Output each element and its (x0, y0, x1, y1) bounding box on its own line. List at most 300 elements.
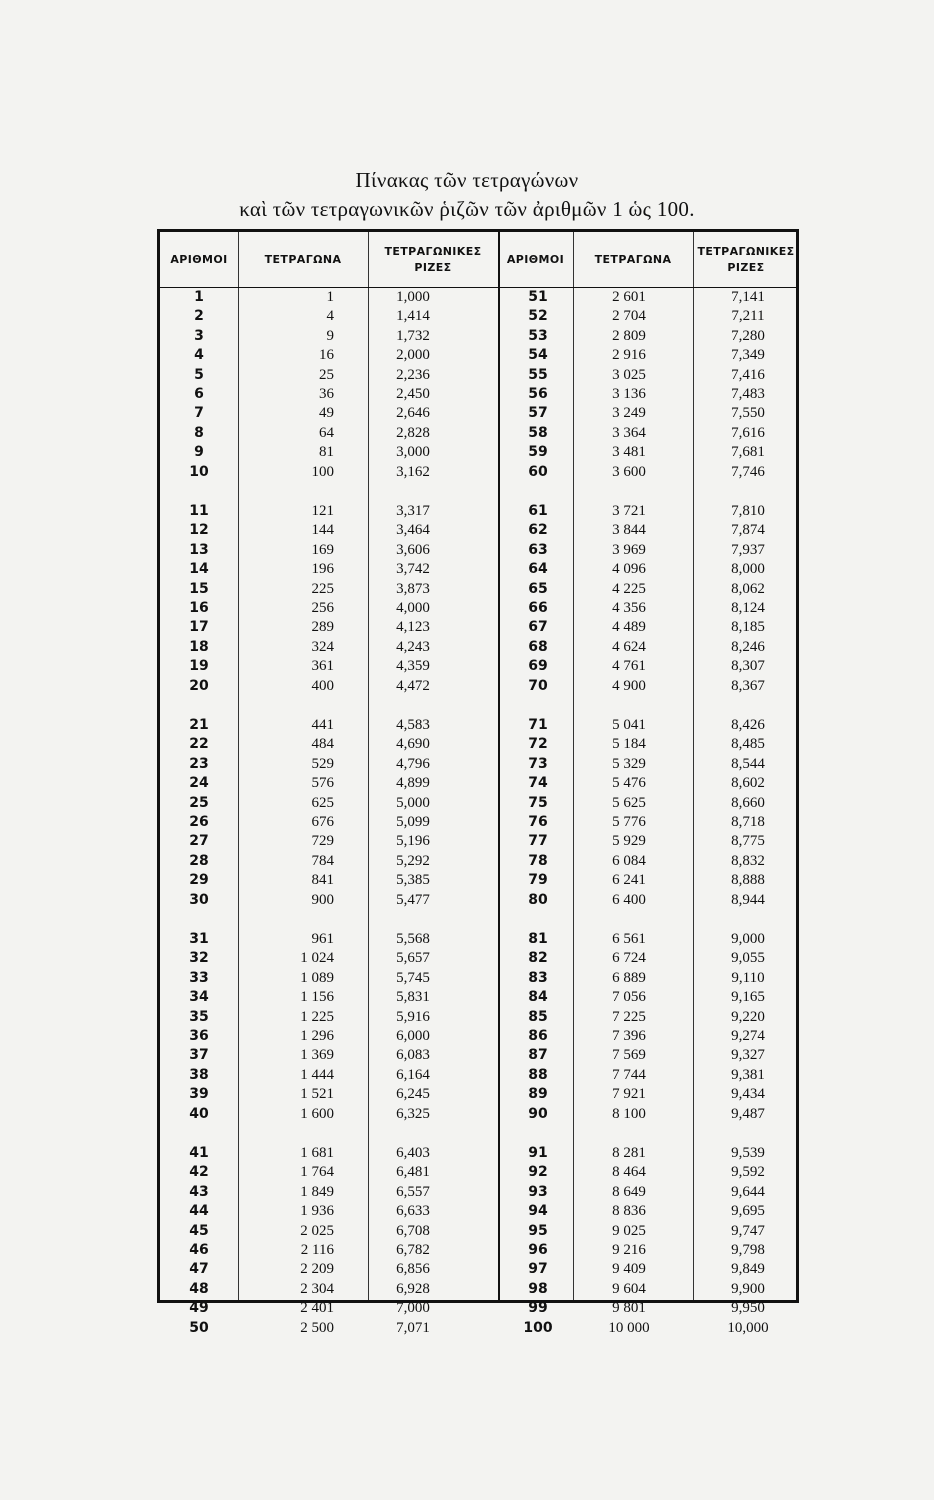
root-cell: 2,450 (396, 385, 430, 402)
table-row (160, 404, 796, 423)
square-cell: 2 209 (300, 1261, 334, 1278)
square-cell: 400 (311, 677, 334, 694)
square-cell: 3 721 (612, 503, 646, 519)
number-cell: 3 (194, 327, 204, 344)
square-cell: 6 400 (612, 891, 646, 908)
square-cell: 625 (311, 794, 334, 811)
square-cell: 10 000 (608, 1319, 650, 1336)
square-cell: 4 624 (612, 638, 646, 655)
square-cell: 1 369 (300, 1047, 334, 1064)
root-cell: 9,381 (731, 1066, 765, 1083)
square-cell: 3 136 (612, 385, 646, 402)
number-cell: 44 (189, 1203, 209, 1220)
root-cell: 4,796 (396, 755, 430, 772)
square-cell: 4 225 (612, 580, 646, 597)
root-cell: 9,055 (731, 950, 765, 967)
square-cell: 6 241 (612, 872, 646, 889)
table-row (160, 618, 796, 637)
number-cell: 94 (528, 1203, 548, 1220)
number-cell: 22 (189, 736, 209, 753)
number-cell: 76 (528, 813, 548, 830)
root-cell: 9,327 (731, 1047, 765, 1064)
number-cell: 97 (528, 1261, 548, 1278)
number-cell: 35 (189, 1008, 209, 1025)
table-row (160, 1008, 796, 1027)
square-cell: 64 (319, 424, 334, 441)
square-cell: 4 096 (612, 561, 646, 578)
table-row (160, 852, 796, 871)
header-squares-2-label: ΤΕΤΡΑΓΩΝΑ (594, 252, 672, 266)
root-cell: 5,292 (396, 852, 430, 869)
root-cell: 7,874 (731, 522, 765, 539)
root-cell: 9,849 (731, 1261, 765, 1278)
square-cell: 4 900 (612, 677, 646, 694)
number-cell: 92 (528, 1164, 548, 1181)
number-cell: 31 (189, 931, 209, 947)
square-cell: 4 761 (612, 658, 646, 675)
number-cell: 83 (528, 969, 548, 986)
root-cell: 7,416 (731, 366, 765, 383)
square-cell: 5 329 (612, 755, 646, 772)
number-cell: 75 (528, 794, 548, 811)
number-cell: 36 (189, 1027, 209, 1044)
table-row (160, 307, 796, 326)
root-cell: 9,220 (731, 1008, 765, 1025)
square-cell: 3 364 (612, 424, 646, 441)
number-cell: 5 (194, 366, 204, 383)
square-cell: 4 489 (612, 619, 646, 636)
square-cell: 9 025 (612, 1222, 646, 1239)
number-cell: 38 (189, 1066, 209, 1083)
root-cell: 6,403 (396, 1145, 430, 1161)
table-row (160, 541, 796, 560)
number-cell: 77 (528, 833, 548, 850)
square-cell: 2 116 (300, 1241, 334, 1258)
root-cell: 4,243 (396, 638, 430, 655)
root-cell: 7,280 (731, 327, 765, 344)
table-row (160, 1183, 796, 1202)
square-cell: 5 776 (612, 813, 646, 830)
root-cell: 6,708 (396, 1222, 430, 1239)
number-cell: 32 (189, 950, 209, 967)
square-cell: 2 704 (612, 308, 646, 325)
square-cell: 6 889 (612, 969, 646, 986)
root-cell: 8,367 (731, 677, 765, 694)
number-cell: 88 (528, 1066, 548, 1083)
number-cell: 90 (528, 1105, 548, 1122)
table-row (160, 1241, 796, 1260)
root-cell: 7,937 (731, 541, 765, 558)
root-cell: 8,832 (731, 852, 765, 869)
table-row (160, 502, 796, 521)
header-roots (368, 232, 498, 287)
root-cell: 4,899 (396, 775, 430, 792)
square-cell: 6 724 (612, 950, 646, 967)
root-cell: 5,385 (396, 872, 430, 889)
root-cell: 9,950 (731, 1300, 765, 1317)
square-cell: 1 024 (300, 950, 334, 967)
square-cell: 8 464 (612, 1164, 646, 1181)
square-cell: 676 (311, 813, 334, 830)
number-cell: 40 (189, 1105, 209, 1122)
page-title: Πίνακας τῶν τετραγώνων (355, 168, 579, 192)
root-cell: 4,583 (396, 717, 430, 733)
root-cell: 6,481 (396, 1164, 430, 1181)
root-cell: 7,071 (396, 1319, 430, 1336)
number-cell: 2 (194, 308, 204, 325)
number-cell: 9 (194, 444, 204, 461)
table-row (160, 755, 796, 774)
root-cell: 7,211 (731, 308, 765, 325)
number-cell: 71 (528, 717, 548, 733)
root-cell: 5,568 (396, 931, 430, 947)
header-squares-label: ΤΕΤΡΑΓΩΝΑ (264, 252, 342, 266)
number-cell: 45 (189, 1222, 209, 1239)
number-cell: 6 (194, 385, 204, 402)
root-cell: 4,359 (396, 658, 430, 675)
table-row (160, 1222, 796, 1241)
root-cell: 9,695 (731, 1203, 765, 1220)
root-cell: 10,000 (727, 1319, 769, 1336)
table-row (160, 1046, 796, 1065)
number-cell: 18 (189, 638, 209, 655)
square-cell: 2 916 (612, 347, 646, 364)
number-cell: 73 (528, 755, 548, 772)
root-cell: 9,900 (731, 1280, 765, 1297)
number-cell: 7 (194, 405, 204, 422)
root-cell: 4,690 (396, 736, 430, 753)
number-cell: 26 (189, 813, 209, 830)
square-cell: 289 (311, 619, 334, 636)
root-cell: 5,000 (396, 794, 430, 811)
number-cell: 79 (528, 872, 548, 889)
number-cell: 15 (189, 580, 209, 597)
number-cell: 59 (528, 444, 548, 461)
square-cell: 7 921 (612, 1086, 646, 1103)
number-cell: 93 (528, 1183, 548, 1200)
square-cell: 81 (319, 444, 334, 461)
number-cell: 56 (528, 385, 548, 402)
page-subtitle: καὶ τῶν τετραγωνικῶν ῥιζῶν τῶν ἀριθμῶν 1 ὡς 100. (239, 197, 695, 221)
square-cell: 4 (326, 308, 334, 325)
root-cell: 6,782 (396, 1241, 430, 1258)
number-cell: 80 (528, 891, 548, 908)
square-cell: 2 500 (300, 1319, 334, 1336)
number-cell: 28 (189, 852, 209, 869)
root-cell: 6,083 (396, 1047, 430, 1064)
root-cell: 3,742 (396, 561, 430, 578)
number-cell: 33 (189, 969, 209, 986)
square-cell: 361 (311, 658, 334, 675)
square-cell: 1 600 (300, 1105, 334, 1122)
root-cell: 3,000 (396, 444, 430, 461)
table-row (160, 832, 796, 851)
square-cell: 1 296 (300, 1027, 334, 1044)
table-row (160, 346, 796, 365)
root-cell: 1,000 (396, 289, 430, 305)
square-cell: 25 (319, 366, 334, 383)
number-cell: 52 (528, 308, 548, 325)
root-cell: 2,828 (396, 424, 430, 441)
square-cell: 121 (311, 503, 334, 519)
root-cell: 5,477 (396, 891, 430, 908)
table-row (160, 560, 796, 579)
root-cell: 9,539 (731, 1145, 765, 1161)
row-group (160, 716, 796, 919)
root-cell: 9,434 (731, 1086, 765, 1103)
table-row (160, 580, 796, 599)
number-cell: 47 (189, 1261, 209, 1278)
number-cell: 86 (528, 1027, 548, 1044)
root-cell: 6,325 (396, 1105, 430, 1122)
root-cell: 3,162 (396, 463, 430, 480)
number-cell: 41 (189, 1145, 209, 1161)
root-cell: 1,414 (396, 308, 430, 325)
square-cell: 9 409 (612, 1261, 646, 1278)
number-cell: 62 (528, 522, 548, 539)
root-cell: 3,606 (396, 541, 430, 558)
number-cell: 63 (528, 541, 548, 558)
number-cell: 8 (194, 424, 204, 441)
number-cell: 68 (528, 638, 548, 655)
square-cell: 2 401 (300, 1300, 334, 1317)
number-cell: 50 (189, 1319, 209, 1336)
header-numbers-2 (498, 232, 573, 287)
root-cell: 6,557 (396, 1183, 430, 1200)
square-cell: 8 281 (612, 1145, 646, 1161)
root-cell: 8,124 (731, 599, 765, 616)
number-cell: 19 (189, 658, 209, 675)
table-row (160, 1144, 796, 1163)
square-cell: 49 (319, 405, 334, 422)
root-cell: 6,633 (396, 1203, 430, 1220)
number-cell: 91 (528, 1145, 548, 1161)
root-cell: 9,644 (731, 1183, 765, 1200)
square-cell: 1 156 (300, 989, 334, 1006)
table-row (160, 794, 796, 813)
square-cell: 5 184 (612, 736, 646, 753)
number-cell: 57 (528, 405, 548, 422)
root-cell: 7,000 (396, 1300, 430, 1317)
square-cell: 9 216 (612, 1241, 646, 1258)
root-cell: 8,246 (731, 638, 765, 655)
square-cell: 900 (311, 891, 334, 908)
square-cell: 3 481 (612, 444, 646, 461)
root-cell: 8,544 (731, 755, 765, 772)
number-cell: 16 (189, 599, 209, 616)
square-cell: 5 625 (612, 794, 646, 811)
header-roots-2 (693, 232, 799, 287)
square-cell: 2 025 (300, 1222, 334, 1239)
root-cell: 7,616 (731, 424, 765, 441)
number-cell: 21 (189, 717, 209, 733)
square-cell: 1 936 (300, 1203, 334, 1220)
table-row (160, 677, 796, 696)
number-cell: 37 (189, 1047, 209, 1064)
number-cell: 65 (528, 580, 548, 597)
square-cell: 1 764 (300, 1164, 334, 1181)
number-cell: 69 (528, 658, 548, 675)
square-cell: 169 (311, 541, 334, 558)
root-cell: 7,349 (731, 347, 765, 364)
root-cell: 4,123 (396, 619, 430, 636)
root-cell: 5,831 (396, 989, 430, 1006)
number-cell: 11 (189, 503, 209, 519)
square-cell: 5 476 (612, 775, 646, 792)
root-cell: 7,746 (731, 463, 765, 480)
square-cell: 441 (311, 717, 334, 733)
table-row (160, 599, 796, 618)
header-squares-2 (573, 232, 693, 287)
root-cell: 7,483 (731, 385, 765, 402)
root-cell: 8,660 (731, 794, 765, 811)
number-cell: 84 (528, 989, 548, 1006)
table-row (160, 657, 796, 676)
root-cell: 7,141 (731, 289, 765, 305)
root-cell: 8,718 (731, 813, 765, 830)
row-group (160, 502, 796, 705)
table-row (160, 774, 796, 793)
root-cell: 8,602 (731, 775, 765, 792)
table-row (160, 1319, 796, 1338)
square-cell: 2 809 (612, 327, 646, 344)
root-cell: 9,487 (731, 1105, 765, 1122)
square-cell: 4 356 (612, 599, 646, 616)
number-cell: 34 (189, 989, 209, 1006)
square-cell: 784 (311, 852, 334, 869)
root-cell: 2,000 (396, 347, 430, 364)
number-cell: 48 (189, 1280, 209, 1297)
header-roots-2-line1: ΤΕΤΡΑΓΩΝΙΚΕΣ (697, 244, 795, 258)
table-row (160, 1163, 796, 1182)
root-cell: 8,307 (731, 658, 765, 675)
number-cell: 66 (528, 599, 548, 616)
root-cell: 6,245 (396, 1086, 430, 1103)
square-cell: 484 (311, 736, 334, 753)
square-cell: 100 (311, 463, 334, 480)
root-cell: 4,472 (396, 677, 430, 694)
table-row (160, 443, 796, 462)
root-cell: 6,000 (396, 1027, 430, 1044)
root-cell: 5,196 (396, 833, 430, 850)
number-cell: 100 (523, 1319, 553, 1336)
square-cell: 9 801 (612, 1300, 646, 1317)
number-cell: 49 (189, 1300, 209, 1317)
number-cell: 39 (189, 1086, 209, 1103)
number-cell: 14 (189, 561, 209, 578)
table-row (160, 813, 796, 832)
row-group (160, 1144, 796, 1347)
number-cell: 24 (189, 775, 209, 792)
table-row (160, 521, 796, 540)
root-cell: 3,464 (396, 522, 430, 539)
square-cell: 3 249 (612, 405, 646, 422)
number-cell: 53 (528, 327, 548, 344)
square-cell: 1 225 (300, 1008, 334, 1025)
root-cell: 9,274 (731, 1027, 765, 1044)
square-cell: 2 601 (612, 289, 646, 305)
square-cell: 8 100 (612, 1105, 646, 1122)
number-cell: 54 (528, 347, 548, 364)
header-roots-line2: ΡΙΖΕΣ (414, 260, 452, 274)
root-cell: 2,646 (396, 405, 430, 422)
number-cell: 1 (194, 289, 204, 305)
table-row (160, 1280, 796, 1299)
table-row (160, 988, 796, 1007)
number-cell: 10 (189, 463, 209, 480)
number-cell: 87 (528, 1047, 548, 1064)
number-cell: 61 (528, 503, 548, 519)
table-row (160, 930, 796, 949)
root-cell: 9,592 (731, 1164, 765, 1181)
square-cell: 8 649 (612, 1183, 646, 1200)
table-row (160, 1027, 796, 1046)
root-cell: 8,888 (731, 872, 765, 889)
square-cell: 324 (311, 638, 334, 655)
number-cell: 60 (528, 463, 548, 480)
number-cell: 78 (528, 852, 548, 869)
header-numbers-2-label: ΑΡΙΘΜΟΙ (506, 252, 565, 266)
square-cell: 8 836 (612, 1203, 646, 1220)
root-cell: 5,916 (396, 1008, 430, 1025)
square-cell: 256 (311, 599, 334, 616)
number-cell: 29 (189, 872, 209, 889)
root-cell: 8,485 (731, 736, 765, 753)
square-cell: 6 561 (612, 931, 646, 947)
root-cell: 4,000 (396, 599, 430, 616)
table-row (160, 1085, 796, 1104)
square-cell: 225 (311, 580, 334, 597)
square-cell: 7 056 (612, 989, 646, 1006)
number-cell: 85 (528, 1008, 548, 1025)
square-cell: 7 744 (612, 1066, 646, 1083)
number-cell: 51 (528, 289, 548, 305)
root-cell: 1,732 (396, 327, 430, 344)
root-cell: 9,747 (731, 1222, 765, 1239)
table-body (160, 288, 796, 1347)
number-cell: 46 (189, 1241, 209, 1258)
root-cell: 8,062 (731, 580, 765, 597)
number-cell: 89 (528, 1086, 548, 1103)
table-row (160, 1066, 796, 1085)
header-roots-2-line2: ΡΙΖΕΣ (727, 260, 765, 274)
square-cell: 36 (319, 385, 334, 402)
root-cell: 9,165 (731, 989, 765, 1006)
number-cell: 13 (189, 541, 209, 558)
square-cell: 841 (311, 872, 334, 889)
square-cell: 961 (311, 931, 334, 947)
square-cell: 9 (326, 327, 334, 344)
square-cell: 3 600 (612, 463, 646, 480)
table-row (160, 891, 796, 910)
square-cell: 1 521 (300, 1086, 334, 1103)
square-cell: 529 (311, 755, 334, 772)
number-cell: 55 (528, 366, 548, 383)
root-cell: 8,426 (731, 717, 765, 733)
table-row (160, 1105, 796, 1124)
root-cell: 8,775 (731, 833, 765, 850)
number-cell: 70 (528, 677, 548, 694)
table-row (160, 1202, 796, 1221)
table-row (160, 424, 796, 443)
table-row (160, 463, 796, 482)
square-cell: 1 (326, 289, 334, 305)
root-cell: 7,550 (731, 405, 765, 422)
table-row (160, 1260, 796, 1279)
table-row (160, 1299, 796, 1318)
root-cell: 7,681 (731, 444, 765, 461)
table-row (160, 716, 796, 735)
